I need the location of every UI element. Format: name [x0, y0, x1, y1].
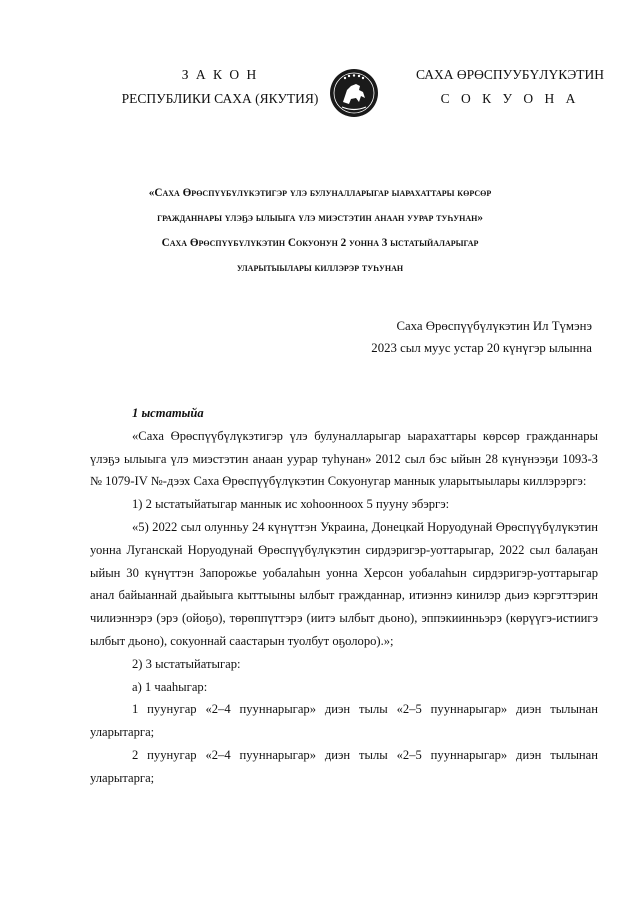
article-paragraph-6: 1 пуунугар «2–4 пууннарыгар» диэн тылы «2–5 пууннарыгар» диэн тылынан уларытарга; [90, 702, 598, 740]
header-left-line2: РЕСПУБЛИКИ САХА (ЯКУТИЯ) [121, 91, 319, 106]
adoption-line-2: 2023 сыл муус устар 20 күнүгэр ылынна [371, 341, 592, 355]
article-heading: 1 ыстатыйа [132, 406, 204, 420]
header-right-line2: С О К У О Н А [440, 91, 580, 106]
header-left-line1: З А К О Н [181, 67, 259, 82]
title-line-3: Саха Өрөспүүбүлүкэтин Сокуонун 2 уонна 3 ыстатыйаларыгар [161, 237, 479, 249]
title-line-1: «Саха Өрөспүүбүлүкэтигэр үлэ булуналларыгар ыарахаттары көрсөр [148, 187, 492, 199]
adoption-line-1: Саха Өрөспүүбүлүкэтин Ил Түмэнэ [396, 319, 592, 333]
article-paragraph-7: 2 пуунугар «2–4 пууннарыгар» диэн тылы «2–5 пууннарыгар» диэн тылынан уларытарга; [90, 747, 598, 785]
law-title [60, 186, 580, 275]
adoption-block [371, 318, 592, 356]
article-paragraph-2: 1) 2 ыстатыйатыгар маннык ис хоһоонноох 5 пууну эбэргэ: [132, 497, 450, 512]
article-paragraph-5: а) 1 чааһыгар: [132, 679, 208, 694]
header-right [395, 66, 625, 108]
article-paragraph-1: «Саха Өрөспүүбүлүкэтигэр үлэ булуналларыгар ыарахаттары көрсөр гражданнары үлэҕэ ылыыга үлэ миэстэтин анаан уурар туһунан» 2012 сыл бэс ыйын 28 күнүнээҕи 1093-З № 1079-IV №-дээх Саха Өрөспүүбүлүкэтин Сокуонугар маннык уларытыылары киллэрэргэ: [90, 428, 598, 489]
article-paragraph-3: «5) 2022 сыл олунньу 24 күнүттэн Украина, Донецкай Норуодунай Өрөспүүбүлүкэтин уонна Луганскай Норуодунай Өрөспүүбүлүкэтин сирдэригэр-уоттарыгар, 2022 сыл балаҕан ыйын 30 күнүттэн Запорожье уобалаһын уонна Херсон уобалаһын сирдэригэр-уоттарыгар анал байыаннай дьайыыга кыттыыны ылбыт гражданнар, итиэннэ кинилэр дьиэ кэргэттэрин чилиэннэрэ (эрэ (ойоҕо), төрөппүттэрэ (иитэ ылбыт дьоно), эппэкиинньэрэ (көрүүгэ-истиигэ ылбыт дьоно), сокуоннай саастарын туолбут оҕолоро).»; [90, 519, 598, 648]
coat-of-arms-emblem [329, 68, 379, 118]
article-body [90, 402, 598, 790]
header-left [100, 66, 340, 108]
article-paragraph-4: 2) 3 ыстатыйатыгар: [132, 656, 241, 671]
header-right-line1: САХА ӨРӨСПУУБҮЛҮКЭТИН [415, 67, 605, 82]
title-line-2: гражданнары үлэҕэ ылыыга үлэ миэстэтин анаан уурар туһунан» [157, 212, 483, 224]
title-line-4: уларытыылары киллэрэр туһунан [236, 262, 404, 274]
